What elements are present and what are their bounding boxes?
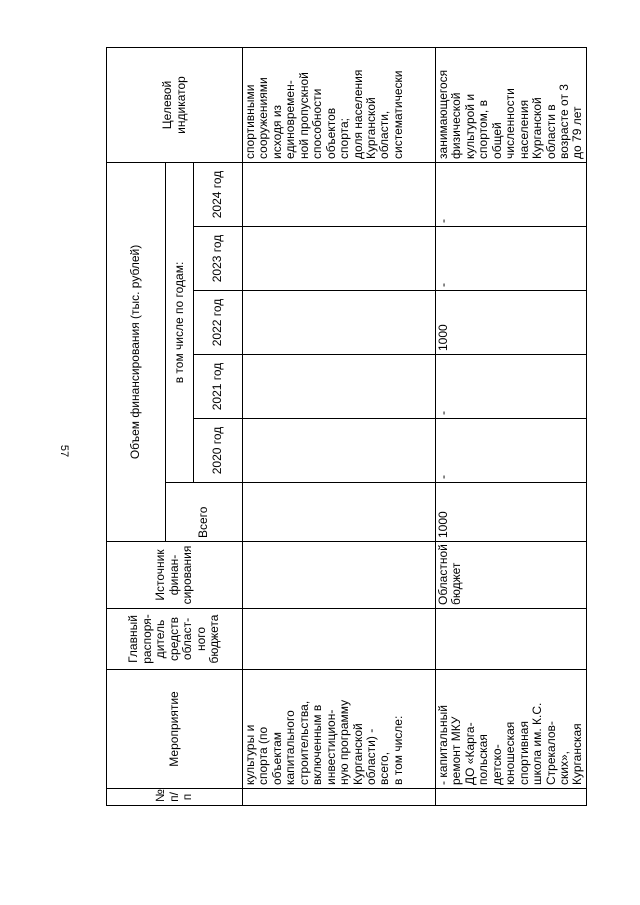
cell-activity: культуры и спорта (по объектам капитального строительства, включенным в инвестицион- ную программу Курганской области) - всего, в том числе: [243, 670, 436, 789]
header-year-2022: 2022 год [194, 291, 243, 355]
header-funding: Объем финансирования (тыс. рублей) [107, 162, 166, 541]
financing-table [106, 47, 587, 806]
cell-indicator: спортивными сооружениями исходя из единовремен- ной пропускной способности объектов спорта; доля населения Курганской области, систематически [243, 47, 436, 162]
cell-2024: - [436, 162, 587, 226]
table-row [436, 47, 587, 805]
header-year-2024: 2024 год [194, 162, 243, 226]
header-year-2021: 2021 год [194, 355, 243, 419]
header-total: Всего [166, 483, 243, 542]
cell-num [243, 789, 436, 806]
cell-2020: - [436, 419, 587, 483]
cell-num [436, 789, 587, 806]
cell-2024 [243, 162, 436, 226]
cell-total: 1000 [436, 483, 587, 542]
cell-admin [436, 609, 587, 670]
cell-admin [243, 609, 436, 670]
table-row [243, 47, 436, 805]
header-num: № п/п [107, 789, 243, 806]
header-source: Источник финан- сирования [107, 542, 243, 609]
header-admin: Главный распоря- дитель средств област- ного бюджета [107, 609, 243, 670]
cell-2020 [243, 419, 436, 483]
cell-2023: - [436, 227, 587, 291]
header-by-years: в том числе по годам: [166, 162, 194, 482]
cell-total [243, 483, 436, 542]
cell-2021 [243, 355, 436, 419]
header-year-2020: 2020 год [194, 419, 243, 483]
page-number: 57 [58, 444, 70, 458]
header-year-2023: 2023 год [194, 227, 243, 291]
header-indicator: Целевой индикатор [107, 47, 243, 162]
cell-2022: 1000 [436, 291, 587, 355]
cell-2022 [243, 291, 436, 355]
cell-2023 [243, 227, 436, 291]
cell-source [243, 542, 436, 609]
cell-source: Областной бюджет [436, 542, 587, 609]
cell-2021: - [436, 355, 587, 419]
rotated-table-container [106, 48, 585, 806]
cell-activity: - капитальный ремонт МКУ ДО «Карга- польская детско- юношеская спортивная школа им. К.С. Стрекалов- ских», Курганская [436, 670, 587, 789]
cell-indicator: занимающегося физической культурой и спортом, в общей численности населения Курганской области в возрасте от 3 до 79 лет [436, 47, 587, 162]
header-activity: Мероприятие [107, 670, 243, 789]
